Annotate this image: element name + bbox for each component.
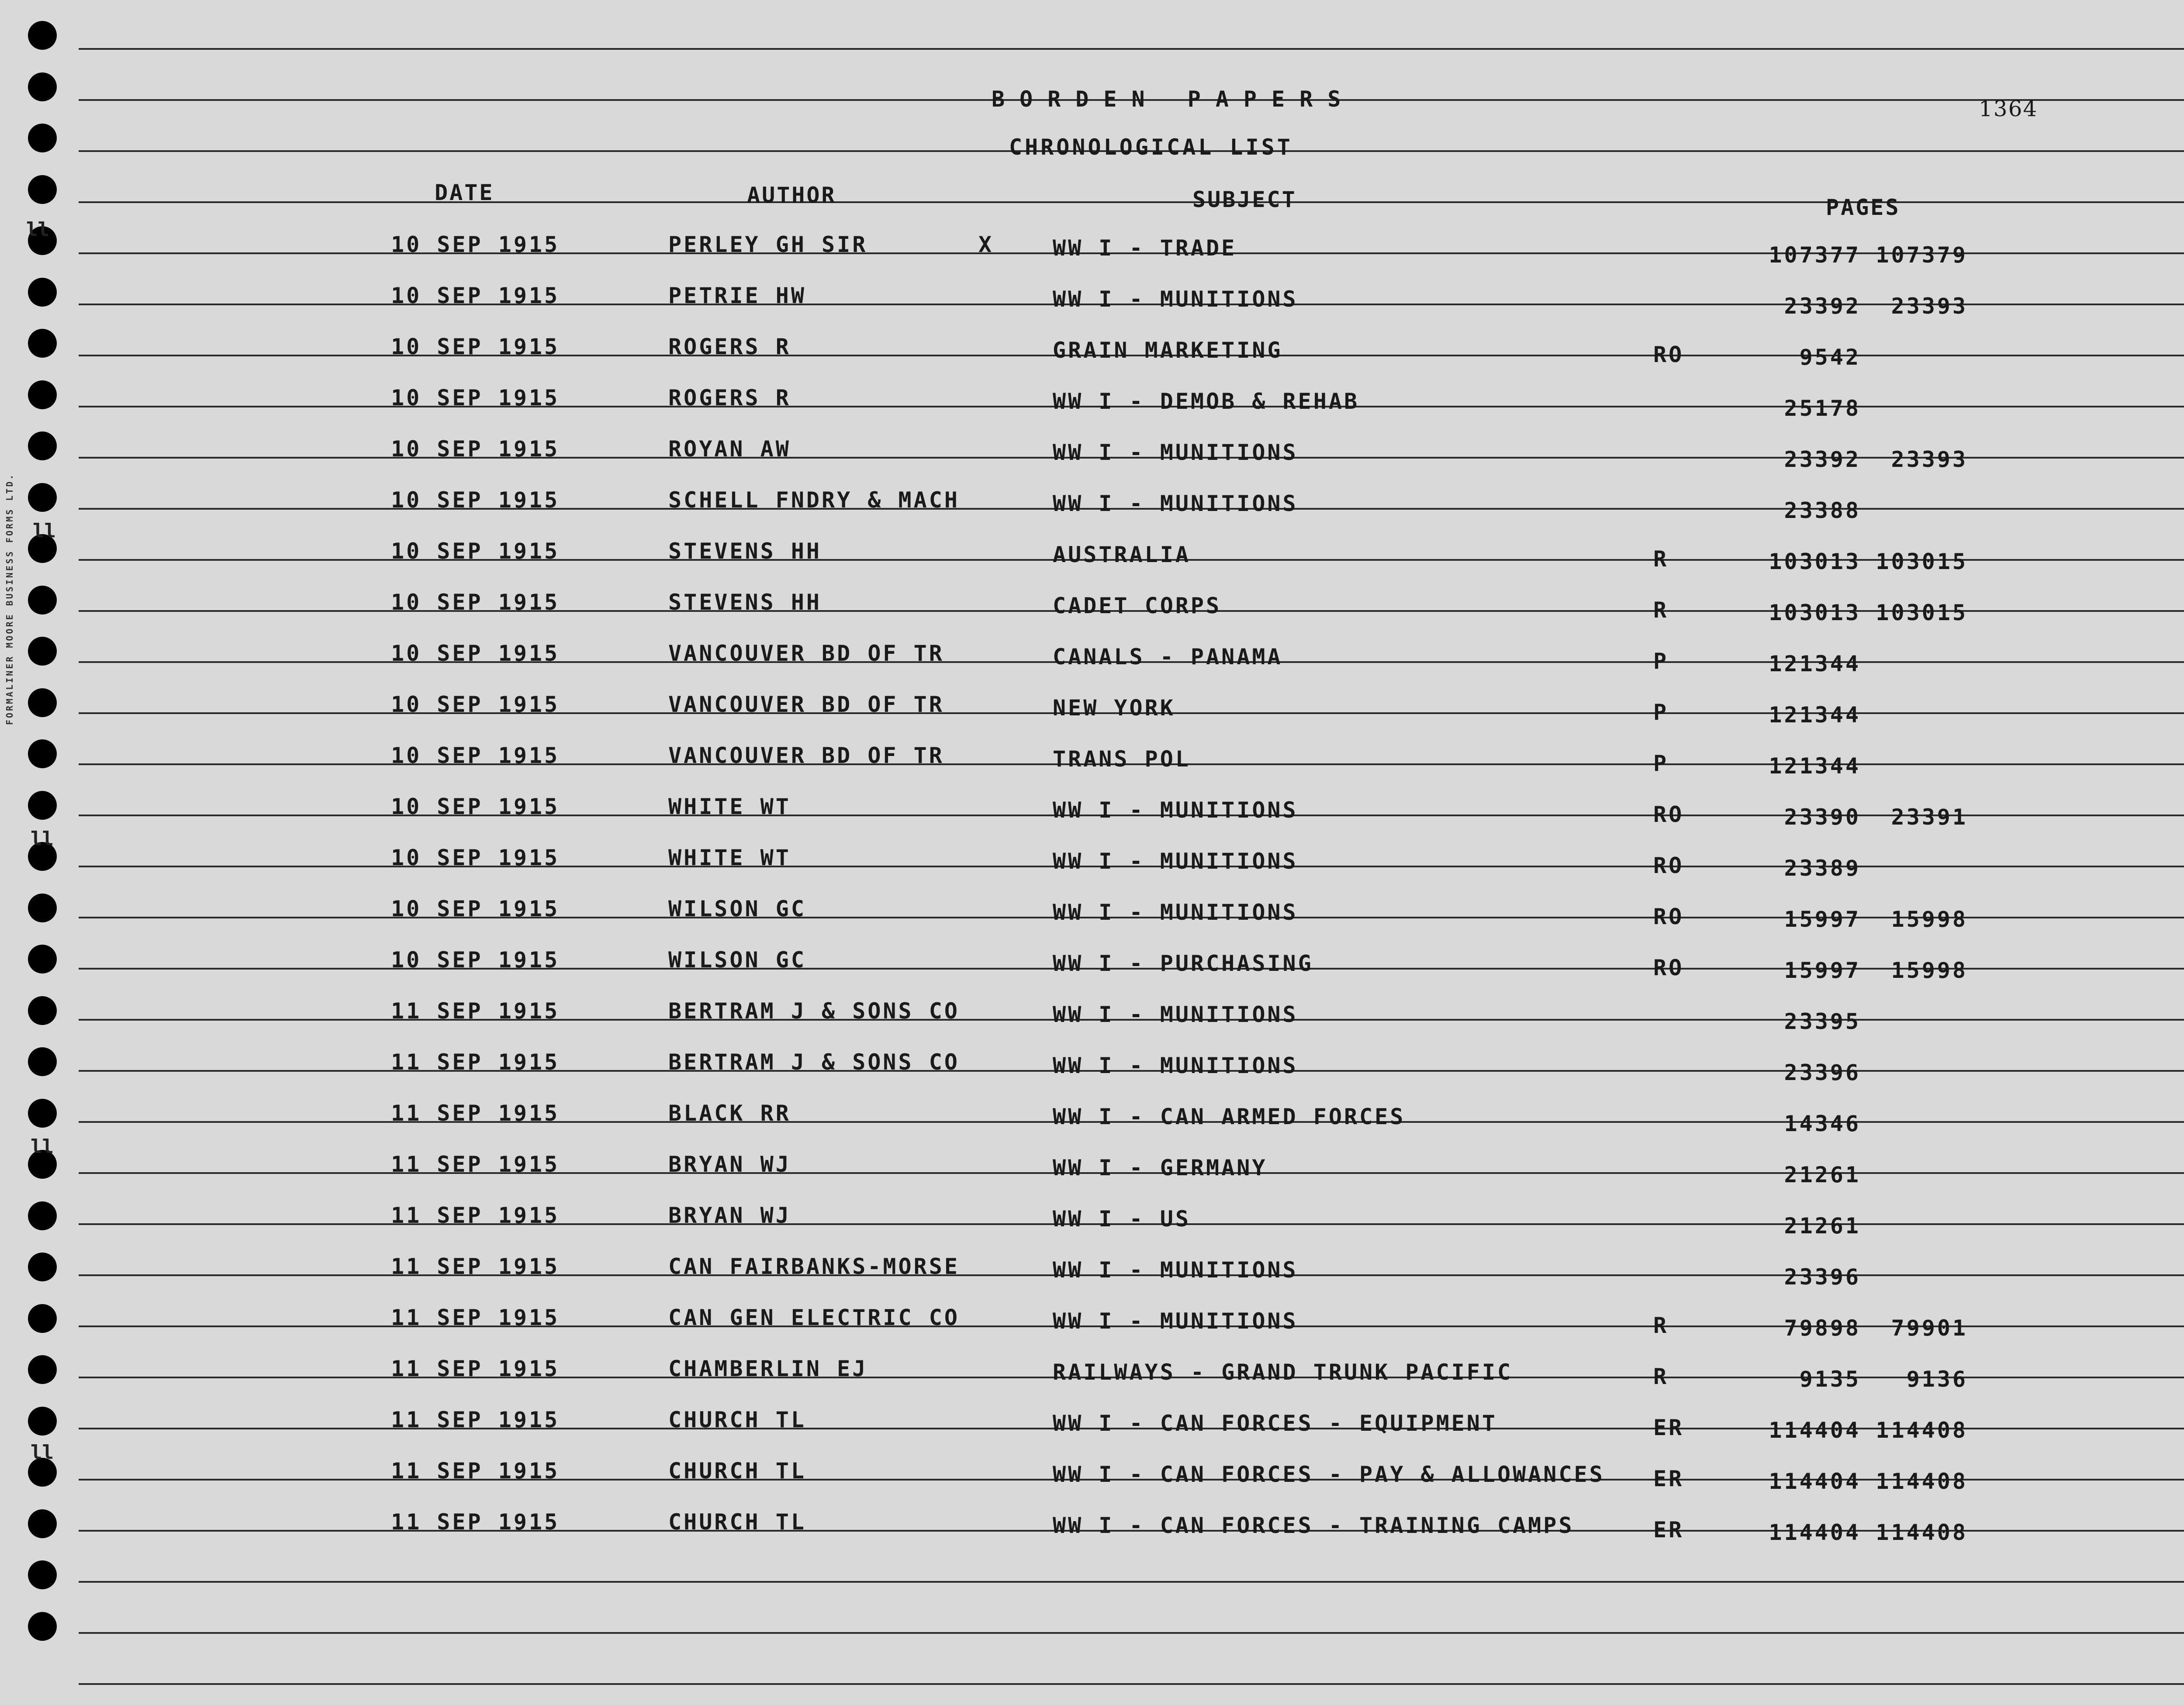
margin-imprint: FORMALINER MOORE BUSINESS FORMS LTD. [4,473,15,725]
cell-subject: WW I - MUNITIONS [1053,849,1298,874]
cell-code: P [1653,751,1669,776]
cell-page-start: 21261 [1784,1213,1861,1239]
cell-date: 11 SEP 1915 [391,1407,560,1432]
cell-author: BRYAN WJ [668,1152,791,1177]
cell-code: RO [1653,904,1684,929]
cell-date: 10 SEP 1915 [391,232,560,257]
cell-page-end: 114408 [1876,1418,1968,1443]
cell-author: STEVENS HH [668,590,822,615]
ruled-line [79,1581,2184,1583]
cell-author: BERTRAM J & SONS CO [668,1049,960,1075]
cell-subject: WW I - MUNITIONS [1053,491,1298,516]
cell-page-start: 23395 [1784,1009,1861,1034]
cell-code: P [1653,700,1669,725]
tractor-hole [28,1201,57,1230]
margin-mark: ll [26,218,49,241]
cell-author: PETRIE HW [668,283,806,308]
tractor-hole [28,72,57,101]
tractor-hole [28,1612,57,1641]
tractor-hole [28,329,57,358]
cell-subject: WW I - MUNITIONS [1053,1053,1298,1078]
tractor-hole [28,996,57,1025]
cell-subject: WW I - MUNITIONS [1053,440,1298,465]
cell-subject: WW I - MUNITIONS [1053,900,1298,925]
cell-date: 11 SEP 1915 [391,1356,560,1381]
cell-subject: WW I - MUNITIONS [1053,286,1298,312]
cell-code: RO [1653,853,1684,878]
cell-date: 11 SEP 1915 [391,1152,560,1177]
cell-page-end: 23393 [1891,293,1968,319]
cell-author: VANCOUVER BD OF TR [668,743,944,768]
page-number: 1364 [1979,96,2038,121]
cell-date: 10 SEP 1915 [391,283,560,308]
column-header-pages: PAGES [1826,195,1901,220]
cell-page-end: 114408 [1876,1469,1968,1494]
cell-subject: RAILWAYS - GRAND TRUNK PACIFIC [1053,1360,1513,1385]
cell-date: 11 SEP 1915 [391,1305,560,1330]
document-subtitle: CHRONOLOGICAL LIST [1009,135,1293,160]
cell-page-end: 103015 [1876,549,1968,574]
cell-code: RO [1653,342,1684,367]
cell-subject: WW I - CAN FORCES - PAY & ALLOWANCES [1053,1462,1605,1487]
tractor-hole [28,637,57,666]
tractor-hole [28,124,57,152]
tractor-hole [28,1047,57,1076]
cell-page-start: 25178 [1784,396,1861,421]
ruled-line [79,1632,2184,1634]
cell-date: 10 SEP 1915 [391,845,560,870]
cell-author: BRYAN WJ [668,1203,791,1228]
cell-page-end: 15998 [1891,907,1968,932]
cell-page-start: 23389 [1784,856,1861,881]
cell-code: RO [1653,955,1684,980]
cell-code: ER [1653,1415,1684,1440]
cell-date: 10 SEP 1915 [391,334,560,359]
cell-page-end: 15998 [1891,958,1968,983]
cell-page-start: 103013 [1769,600,1861,625]
cell-date: 10 SEP 1915 [391,590,560,615]
tractor-hole [28,1099,57,1128]
cell-page-start: 15997 [1784,958,1861,983]
tractor-hole [28,1253,57,1281]
cell-date: 11 SEP 1915 [391,1049,560,1075]
tractor-hole [28,21,57,50]
tractor-hole [28,431,57,460]
cell-subject: TRANS POL [1053,746,1191,772]
tractor-hole [28,1560,57,1589]
tractor-hole [28,483,57,512]
cell-page-start: 114404 [1769,1418,1861,1443]
margin-mark: ll [31,1441,54,1463]
cell-code: ER [1653,1517,1684,1543]
tractor-hole [28,945,57,973]
cell-page-start: 103013 [1769,549,1861,574]
cell-code: R [1653,546,1669,572]
cell-page-start: 121344 [1769,651,1861,676]
column-header-subject: SUBJECT [1192,187,1297,212]
tractor-hole [28,1304,57,1333]
cell-page-end: 114408 [1876,1520,1968,1545]
cell-author: SCHELL FNDRY & MACH [668,487,960,513]
cell-author: BERTRAM J & SONS CO [668,998,960,1024]
cell-page-start: 9542 [1799,345,1861,370]
cell-date: 11 SEP 1915 [391,1203,560,1228]
cell-subject: WW I - DEMOB & REHAB [1053,389,1360,414]
cell-page-end: 23391 [1891,804,1968,830]
cell-author: BLACK RR [668,1101,791,1126]
cell-page-end: 107379 [1876,242,1968,268]
cell-subject: NEW YORK [1053,695,1175,721]
cell-code: R [1653,1313,1669,1338]
cell-page-start: 9135 [1799,1367,1861,1392]
cell-author: PERLEY GH SIR [668,232,868,257]
cell-date: 11 SEP 1915 [391,1254,560,1279]
cell-author: WILSON GC [668,896,806,922]
margin-mark: ll [33,520,56,542]
tractor-hole [28,1355,57,1384]
cell-date: 11 SEP 1915 [391,1509,560,1535]
tractor-hole [28,894,57,922]
margin-mark: ll [31,1136,54,1158]
cell-date: 10 SEP 1915 [391,487,560,513]
cell-date: 10 SEP 1915 [391,896,560,922]
cell-page-start: 23392 [1784,293,1861,319]
column-header-date: DATE [435,180,494,205]
cell-date: 10 SEP 1915 [391,436,560,462]
cell-author: CAN FAIRBANKS-MORSE [668,1254,960,1279]
cell-subject: WW I - TRADE [1053,235,1237,261]
cell-page-start: 79898 [1784,1315,1861,1341]
cell-date: 10 SEP 1915 [391,794,560,819]
cell-subject: CANALS - PANAMA [1053,644,1283,670]
cell-author: ROYAN AW [668,436,791,462]
cell-flag: X [978,232,994,257]
cell-page-start: 15997 [1784,907,1861,932]
cell-date: 10 SEP 1915 [391,641,560,666]
cell-subject: AUSTRALIA [1053,542,1191,567]
column-header-author: AUTHOR [747,183,836,208]
cell-subject: WW I - CAN ARMED FORCES [1053,1104,1406,1129]
cell-author: WHITE WT [668,845,791,870]
cell-page-start: 121344 [1769,753,1861,779]
cell-page-end: 103015 [1876,600,1968,625]
cell-author: ROGERS R [668,334,791,359]
tractor-hole [28,688,57,717]
document-title: BORDEN PAPERS [992,86,1356,112]
tractor-hole [28,791,57,820]
cell-page-start: 23396 [1784,1264,1861,1290]
cell-page-start: 23396 [1784,1060,1861,1085]
cell-page-end: 23393 [1891,447,1968,472]
cell-date: 10 SEP 1915 [391,947,560,973]
cell-subject: WW I - MUNITIONS [1053,1308,1298,1334]
cell-subject: WW I - MUNITIONS [1053,797,1298,823]
ruled-line [79,48,2184,50]
cell-code: ER [1653,1466,1684,1491]
cell-date: 10 SEP 1915 [391,538,560,564]
cell-page-end: 79901 [1891,1315,1968,1341]
cell-page-start: 21261 [1784,1162,1861,1187]
cell-author: CHAMBERLIN EJ [668,1356,868,1381]
cell-page-start: 114404 [1769,1469,1861,1494]
cell-author: VANCOUVER BD OF TR [668,641,944,666]
tractor-hole [28,1509,57,1538]
cell-page-start: 121344 [1769,702,1861,728]
cell-author: VANCOUVER BD OF TR [668,692,944,717]
cell-code: RO [1653,802,1684,827]
cell-date: 10 SEP 1915 [391,743,560,768]
tractor-hole [28,380,57,409]
cell-code: R [1653,597,1669,623]
tractor-hole [28,278,57,307]
cell-author: STEVENS HH [668,538,822,564]
cell-author: ROGERS R [668,385,791,411]
ruled-line [79,1683,2184,1685]
cell-page-start: 107377 [1769,242,1861,268]
cell-code: P [1653,649,1669,674]
cell-page-start: 114404 [1769,1520,1861,1545]
cell-date: 10 SEP 1915 [391,692,560,717]
cell-date: 11 SEP 1915 [391,998,560,1024]
cell-code: R [1653,1364,1669,1389]
cell-subject: WW I - CAN FORCES - TRAINING CAMPS [1053,1513,1574,1538]
tractor-hole [28,175,57,204]
tractor-hole [28,1407,57,1436]
tractor-hole [28,586,57,614]
cell-date: 10 SEP 1915 [391,385,560,411]
cell-author: CHURCH TL [668,1509,806,1535]
cell-page-start: 23388 [1784,498,1861,523]
cell-page-start: 23390 [1784,804,1861,830]
margin-mark: ll [31,828,54,850]
cell-author: WHITE WT [668,794,791,819]
cell-author: WILSON GC [668,947,806,973]
cell-page-start: 14346 [1784,1111,1861,1136]
cell-author: CAN GEN ELECTRIC CO [668,1305,960,1330]
cell-author: CHURCH TL [668,1458,806,1484]
cell-subject: WW I - GERMANY [1053,1155,1268,1180]
cell-subject: GRAIN MARKETING [1053,338,1283,363]
tractor-hole [28,739,57,768]
cell-subject: WW I - MUNITIONS [1053,1257,1298,1283]
cell-subject: WW I - MUNITIONS [1053,1002,1298,1027]
cell-date: 11 SEP 1915 [391,1458,560,1484]
cell-author: CHURCH TL [668,1407,806,1432]
cell-page-end: 9136 [1906,1367,1968,1392]
cell-subject: WW I - US [1053,1206,1191,1232]
cell-subject: WW I - PURCHASING [1053,951,1313,976]
cell-date: 11 SEP 1915 [391,1101,560,1126]
cell-page-start: 23392 [1784,447,1861,472]
cell-subject: CADET CORPS [1053,593,1222,618]
cell-subject: WW I - CAN FORCES - EQUIPMENT [1053,1411,1497,1436]
